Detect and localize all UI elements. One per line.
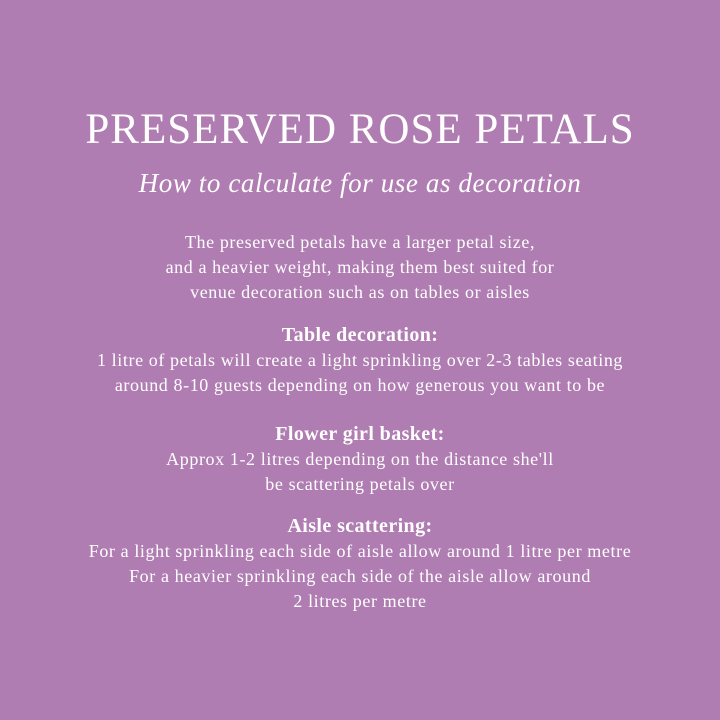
- section-line: For a heavier sprinkling each side of the aisle allow around: [129, 566, 591, 586]
- section-aisle-scattering: [0, 513, 720, 614]
- intro-line: venue decoration such as on tables or aisles: [190, 282, 530, 302]
- intro-line: and a heavier weight, making them best suited for: [165, 257, 555, 277]
- section-heading: Aisle scattering:: [287, 515, 433, 537]
- section-flower-girl-basket: [0, 421, 720, 497]
- section-line: 2 litres per metre: [293, 591, 427, 611]
- section-line: Approx 1-2 litres depending on the distance she'll: [166, 449, 554, 469]
- section-line: For a light sprinkling each side of aisle allow around 1 litre per metre: [88, 541, 632, 561]
- page-title: PRESERVED ROSE PETALS: [85, 106, 635, 153]
- section-line: around 8-10 guests depending on how generous you want to be: [114, 375, 606, 395]
- intro-paragraph: [0, 230, 720, 305]
- section-heading: Flower girl basket:: [275, 423, 445, 445]
- page-subtitle: How to calculate for use as decoration: [138, 168, 582, 198]
- section-heading: Table decoration:: [281, 324, 439, 346]
- section-line: be scattering petals over: [265, 474, 455, 494]
- section-table-decoration: [0, 322, 720, 398]
- intro-line: The preserved petals have a larger petal size,: [184, 232, 536, 252]
- section-line: 1 litre of petals will create a light sprinkling over 2-3 tables seating: [96, 350, 624, 370]
